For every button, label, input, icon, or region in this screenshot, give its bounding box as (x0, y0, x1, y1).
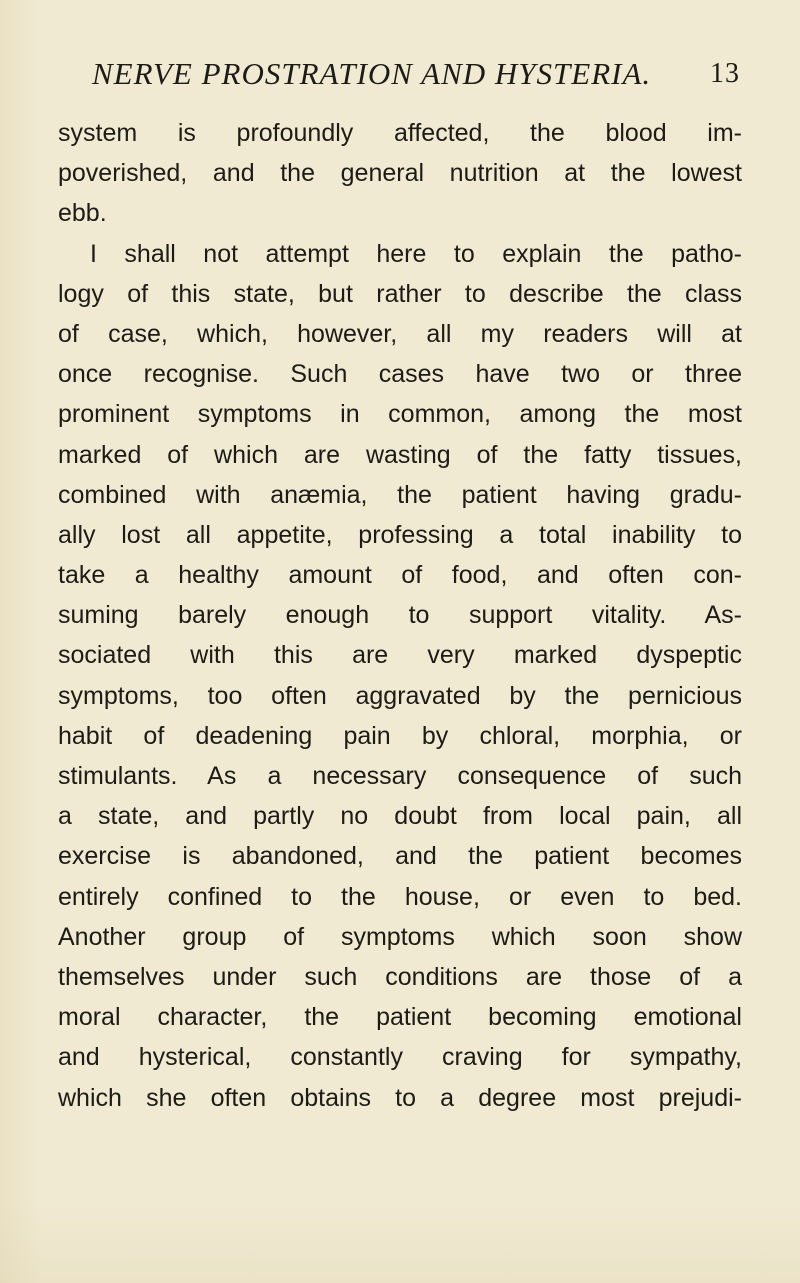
text-line: habit of deadening pain by chloral, morphia, or (58, 721, 742, 750)
text-line: marked of which are wasting of the fatty tissues, (58, 440, 742, 469)
text-line: Another group of symptoms which soon show (58, 922, 742, 951)
text-line: which she often obtains to a degree most prejudi- (58, 1083, 742, 1112)
text-line: ally lost all appetite, professing a total inability to (58, 520, 742, 549)
text-line: exercise is abandoned, and the patient becomes (58, 842, 742, 871)
text-line: themselves under such conditions are those of a (58, 962, 742, 991)
page-number: 13 (710, 58, 740, 89)
text-line: stimulants. As a necessary consequence of such (58, 762, 742, 790)
running-head-title: NERVE PROSTRATION AND HYSTERIA. (92, 56, 652, 91)
text-line: I shall not attempt here to explain the patho- (90, 239, 742, 268)
body-text (58, 113, 742, 1118)
text-line: suming barely enough to support vitality. As- (58, 601, 742, 630)
running-head (92, 54, 740, 94)
text-line: entirely confined to the house, or even to bed. (58, 882, 742, 911)
text-line: moral character, the patient becoming emotional (58, 1003, 742, 1032)
text-line: logy of this state, but rather to describe the class (58, 279, 742, 308)
text-line: and hysterical, constantly craving for sympathy, (58, 1043, 742, 1072)
text-line: poverished, and the general nutrition at the lowest (58, 159, 742, 188)
text-line: sociated with this are very marked dyspeptic (58, 641, 742, 670)
text-line: take a healthy amount of food, and often con- (58, 561, 742, 590)
text-line: of case, which, however, all my readers will at (58, 319, 742, 348)
text-line: ebb. (58, 199, 107, 228)
text-line: symptoms, too often aggravated by the pernicious (58, 681, 742, 710)
text-line: system is profoundly affected, the blood im- (58, 119, 742, 147)
text-line: a state, and partly no doubt from local pain, all (58, 802, 742, 831)
text-line: combined with anæmia, the patient having gradu- (58, 480, 742, 509)
text-line: once recognise. Such cases have two or three (58, 360, 742, 389)
text-line: prominent symptoms in common, among the most (58, 400, 742, 429)
